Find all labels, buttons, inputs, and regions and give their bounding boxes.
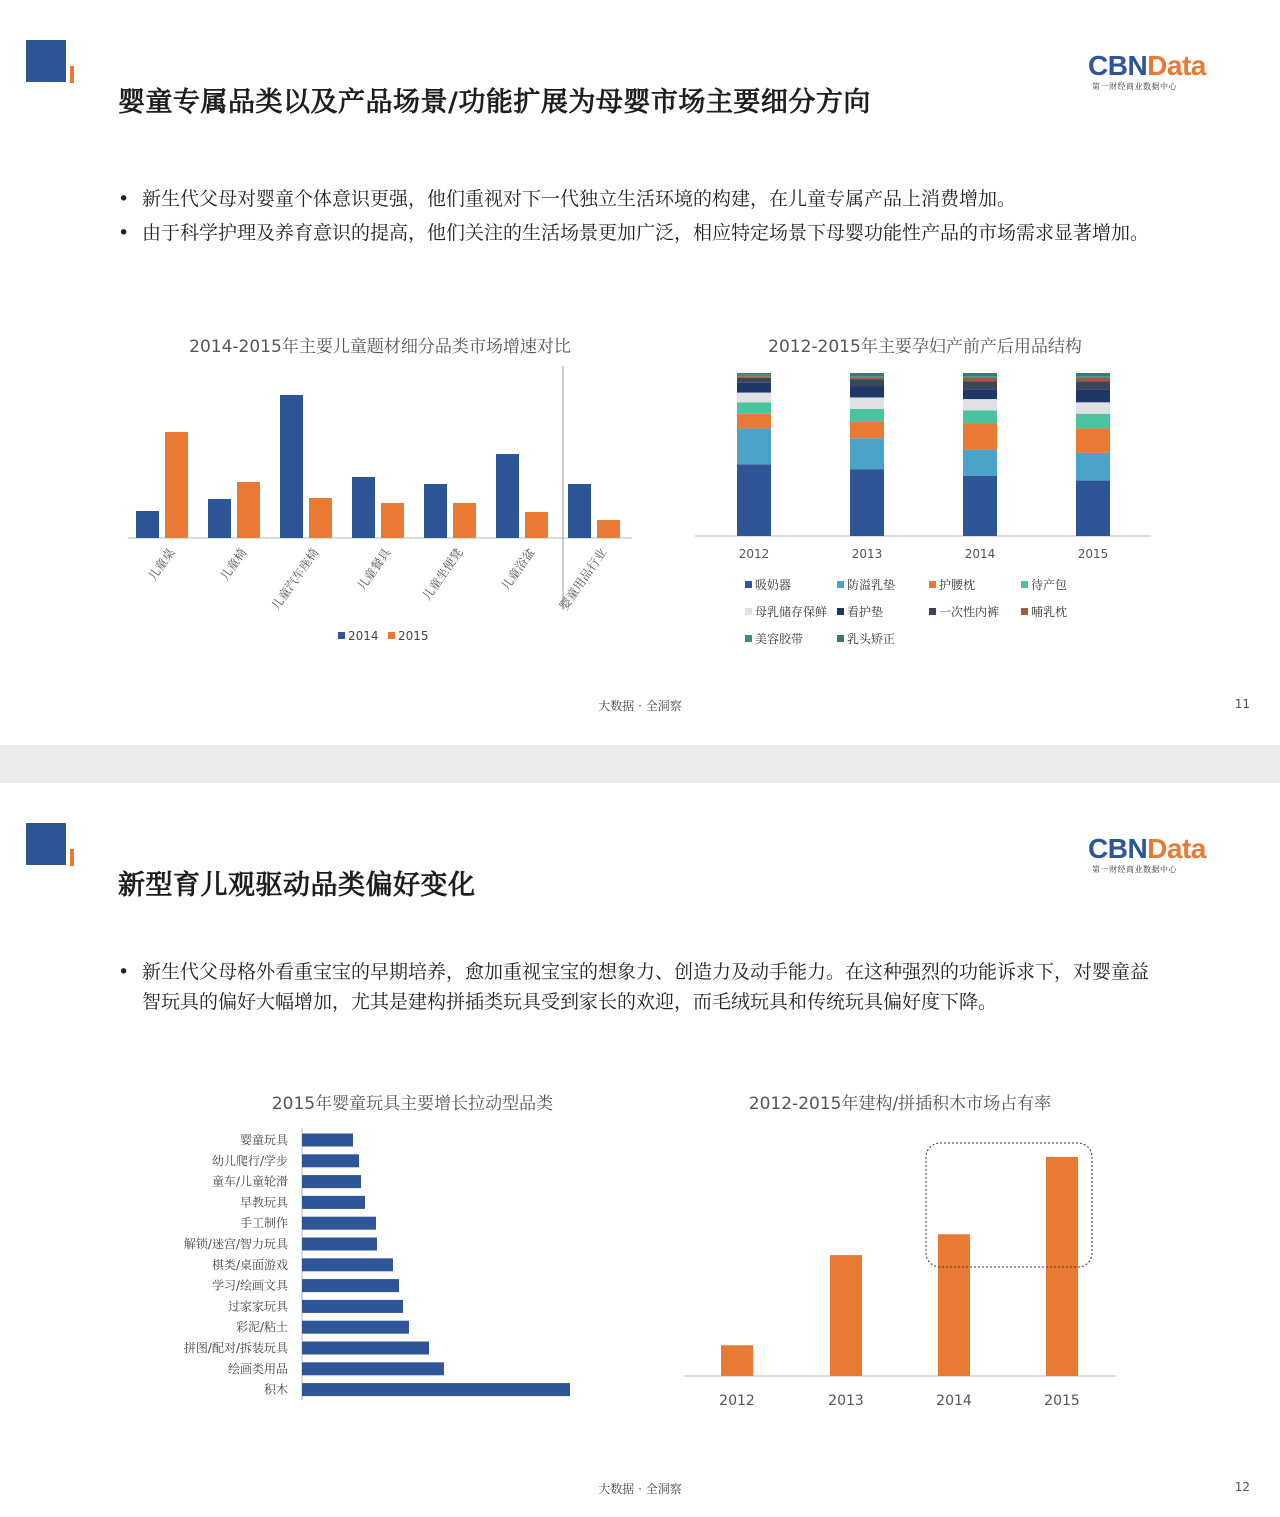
stacked-segment bbox=[850, 380, 884, 387]
legend-item bbox=[745, 630, 803, 647]
stacked-segment bbox=[850, 438, 884, 469]
stacked-segment bbox=[1076, 376, 1110, 378]
legend-swatch bbox=[837, 635, 844, 642]
bar bbox=[302, 1321, 409, 1334]
stacked-segment bbox=[850, 422, 884, 438]
brand-main: CBN bbox=[1088, 833, 1148, 864]
stacked-segment bbox=[963, 476, 997, 536]
bar bbox=[237, 482, 260, 538]
legend-item bbox=[837, 630, 895, 647]
chart-title: 2012-2015年建构/拼插积木市场占有率 bbox=[748, 1094, 1052, 1114]
legend-item bbox=[929, 576, 975, 593]
legend-swatch bbox=[338, 632, 345, 639]
page-number: 12 bbox=[1234, 1480, 1250, 1494]
stacked-segment bbox=[1076, 378, 1110, 381]
stacked-segment bbox=[1076, 481, 1110, 536]
brand-accent: Data bbox=[1147, 833, 1206, 864]
legend-label: 吸奶器 bbox=[755, 578, 792, 592]
legend-label: 乳头矫正 bbox=[847, 632, 896, 646]
tick-label: 过家家玩具 bbox=[227, 1299, 288, 1314]
legend-swatch bbox=[1021, 608, 1028, 615]
brand-subtitle: 第一财经商业数据中心 bbox=[1092, 82, 1177, 91]
tick-label: 2014 bbox=[964, 547, 996, 561]
tick-label: 2013 bbox=[828, 1393, 864, 1409]
legend-item bbox=[1021, 603, 1067, 620]
page-title: 新型育儿观驱动品类偏好变化 bbox=[118, 870, 476, 901]
stacked-segment bbox=[850, 409, 884, 422]
bar bbox=[302, 1258, 393, 1271]
bar bbox=[302, 1175, 361, 1188]
legend-swatch bbox=[929, 581, 936, 588]
chart-title: 2015年婴童玩具主要增长拉动型品类 bbox=[271, 1094, 554, 1114]
bar bbox=[496, 454, 519, 538]
bullet-list bbox=[118, 184, 1178, 252]
tick-label: 棋类/桌面游戏 bbox=[211, 1257, 288, 1272]
stacked-segment bbox=[850, 397, 884, 408]
tick-label: 2014 bbox=[936, 1393, 972, 1409]
chart-legend bbox=[745, 576, 1165, 656]
footer-text: 大数据 · 全洞察 bbox=[598, 699, 682, 713]
bar bbox=[424, 484, 447, 538]
legend-label: 哺乳枕 bbox=[1031, 605, 1068, 619]
page-title: 婴童专属品类以及产品场景/功能扩展为母婴市场主要细分方向 bbox=[118, 87, 871, 118]
legend-swatch bbox=[929, 608, 936, 615]
chart-building-block-share bbox=[680, 1133, 1130, 1418]
brand-subtitle: 第一财经商业数据中心 bbox=[1092, 865, 1177, 874]
stacked-segment bbox=[1076, 453, 1110, 481]
stacked-segment bbox=[1076, 402, 1110, 413]
legend-swatch bbox=[745, 608, 752, 615]
tick-label: 2012 bbox=[738, 547, 770, 561]
bar bbox=[352, 477, 375, 538]
legend-label: 一次性内裤 bbox=[939, 605, 1000, 619]
legend-label: 待产包 bbox=[1031, 578, 1068, 592]
bullet-item: • 新生代父母对婴童个体意识更强，他们重视对下一代独立生活环境的构建，在儿童专属产品上消费增加。 bbox=[118, 184, 1178, 214]
logo-accent-bar bbox=[70, 66, 74, 83]
bar bbox=[280, 395, 303, 538]
tick-label: 童车/儿童轮滑 bbox=[211, 1174, 288, 1189]
bullet-item: • 由于科学护理及养育意识的提高，他们关注的生活场景更加广泛，相应特定场景下母婴功能性产品的市场需求显著增加。 bbox=[118, 218, 1178, 248]
brand-logo bbox=[1088, 833, 1206, 865]
stacked-segment bbox=[963, 424, 997, 450]
logo-square bbox=[26, 823, 66, 865]
chart-category-growth bbox=[120, 360, 640, 650]
tick-label: 婴童玩具 bbox=[239, 1133, 288, 1147]
bullet-item: • 新生代父母格外看重宝宝的早期培养，愈加重视宝宝的想象力、创造力及动手能力。在这种强烈的功能诉求下，对婴童益智玩具的偏好大幅增加，尤其是建构拼插类玩具受到家长的欢迎，而毛绒玩具和传统玩具偏好度下降。 bbox=[118, 957, 1158, 1017]
stacked-segment bbox=[963, 381, 997, 389]
tick-label: 儿童浴盆 bbox=[498, 545, 538, 594]
stacked-segment bbox=[737, 464, 771, 536]
legend-swatch bbox=[745, 635, 752, 642]
legend-swatch bbox=[388, 632, 395, 639]
bar bbox=[381, 503, 404, 538]
brand-main: CBN bbox=[1088, 50, 1148, 81]
tick-label: 彩泥/粘土 bbox=[235, 1320, 288, 1335]
stacked-segment bbox=[963, 450, 997, 476]
bar bbox=[302, 1238, 377, 1251]
tick-label: 儿童餐具 bbox=[354, 545, 394, 594]
bar bbox=[721, 1345, 753, 1376]
tick-label: 2015 bbox=[1077, 547, 1109, 561]
page-number: 11 bbox=[1234, 697, 1250, 711]
bar bbox=[309, 498, 332, 538]
legend-swatch bbox=[837, 608, 844, 615]
chart-title: 2014-2015年主要儿童题材细分品类市场增速对比 bbox=[189, 337, 571, 357]
stacked-segment bbox=[963, 376, 997, 378]
stacked-segment bbox=[1076, 373, 1110, 376]
legend-label: 看护垫 bbox=[847, 605, 884, 619]
bar bbox=[208, 499, 231, 538]
chart-maternity-structure bbox=[695, 360, 1155, 570]
legend-label: 美容胶带 bbox=[755, 632, 804, 646]
slide-separator bbox=[0, 745, 1280, 783]
stacked-segment bbox=[737, 378, 771, 383]
legend-item bbox=[837, 603, 883, 620]
legend-item bbox=[745, 576, 791, 593]
bar bbox=[453, 503, 476, 538]
legend-label: 2015 bbox=[398, 629, 429, 643]
bar bbox=[302, 1362, 444, 1375]
tick-label: 2015 bbox=[1044, 1393, 1080, 1409]
tick-label: 手工制作 bbox=[239, 1216, 288, 1231]
stacked-segment bbox=[1076, 381, 1110, 389]
legend-label: 护腰枕 bbox=[939, 578, 976, 592]
bar bbox=[1046, 1157, 1078, 1376]
legend-swatch bbox=[745, 581, 752, 588]
stacked-segment bbox=[737, 414, 771, 429]
bar bbox=[938, 1234, 970, 1376]
stacked-segment bbox=[1076, 389, 1110, 402]
legend-item bbox=[1021, 576, 1067, 593]
tick-label: 拼图/配对/拆装玩具 bbox=[183, 1341, 288, 1355]
bar bbox=[525, 512, 548, 538]
chart-title: 2012-2015年主要孕妇产前产后用品结构 bbox=[768, 337, 1082, 357]
legend-item bbox=[837, 576, 895, 593]
bar bbox=[302, 1383, 570, 1396]
tick-label: 婴童用品行业 bbox=[556, 545, 610, 613]
legend-label: 2014 bbox=[348, 629, 379, 643]
tick-label: 儿童椅 bbox=[217, 545, 250, 584]
tick-label: 绘画类用品 bbox=[227, 1361, 288, 1376]
slide-1 bbox=[0, 0, 1280, 745]
legend-item bbox=[929, 603, 999, 620]
stacked-segment bbox=[850, 376, 884, 378]
logo-square bbox=[26, 40, 66, 82]
stacked-segment bbox=[963, 378, 997, 381]
bar bbox=[302, 1279, 399, 1292]
tick-label: 儿童坐便凳 bbox=[419, 545, 466, 603]
tick-label: 2013 bbox=[851, 547, 883, 561]
stacked-segment bbox=[737, 375, 771, 377]
bar bbox=[302, 1154, 359, 1167]
stacked-segment bbox=[737, 376, 771, 378]
bullet-list bbox=[118, 957, 1158, 1021]
tick-label: 儿童桌 bbox=[145, 545, 178, 584]
stacked-segment bbox=[737, 383, 771, 393]
legend-swatch bbox=[837, 581, 844, 588]
stacked-segment bbox=[963, 399, 997, 410]
legend-swatch bbox=[1021, 581, 1028, 588]
legend-label: 防溢乳垫 bbox=[847, 578, 896, 592]
brand-logo bbox=[1088, 50, 1206, 82]
logo-accent-bar bbox=[70, 849, 74, 866]
stacked-segment bbox=[850, 386, 884, 397]
stacked-segment bbox=[737, 428, 771, 464]
tick-label: 2012 bbox=[719, 1393, 755, 1409]
bar bbox=[302, 1196, 365, 1209]
stacked-segment bbox=[850, 469, 884, 536]
legend-item bbox=[745, 603, 827, 620]
stacked-segment bbox=[737, 373, 771, 375]
stacked-segment bbox=[737, 393, 771, 403]
stacked-segment bbox=[737, 402, 771, 413]
tick-label: 早教玩具 bbox=[239, 1195, 288, 1210]
stacked-segment bbox=[850, 373, 884, 376]
tick-label: 儿童汽车座椅 bbox=[268, 545, 322, 613]
brand-accent: Data bbox=[1147, 50, 1206, 81]
stacked-segment bbox=[1076, 414, 1110, 429]
bar bbox=[568, 484, 591, 538]
bar bbox=[597, 520, 620, 538]
tick-label: 解锁/迷宫/智力玩具 bbox=[183, 1237, 288, 1251]
bar bbox=[165, 432, 188, 538]
stacked-segment bbox=[963, 389, 997, 399]
bar bbox=[830, 1255, 862, 1376]
bar bbox=[302, 1342, 429, 1355]
bar bbox=[302, 1217, 376, 1230]
tick-label: 幼儿爬行/学步 bbox=[211, 1153, 288, 1168]
chart-toy-growth-categories bbox=[120, 1128, 600, 1403]
stacked-segment bbox=[963, 373, 997, 376]
bar bbox=[302, 1134, 353, 1147]
stacked-segment bbox=[1076, 428, 1110, 452]
tick-label: 学习/绘画文具 bbox=[211, 1278, 288, 1293]
legend-label: 母乳储存保鲜 bbox=[755, 605, 828, 619]
slide-2 bbox=[0, 783, 1280, 1517]
stacked-segment bbox=[963, 410, 997, 423]
stacked-segment bbox=[850, 378, 884, 380]
footer-text: 大数据 · 全洞察 bbox=[598, 1482, 682, 1496]
tick-label: 积木 bbox=[263, 1382, 288, 1397]
bar bbox=[136, 511, 159, 538]
bar bbox=[302, 1300, 403, 1313]
